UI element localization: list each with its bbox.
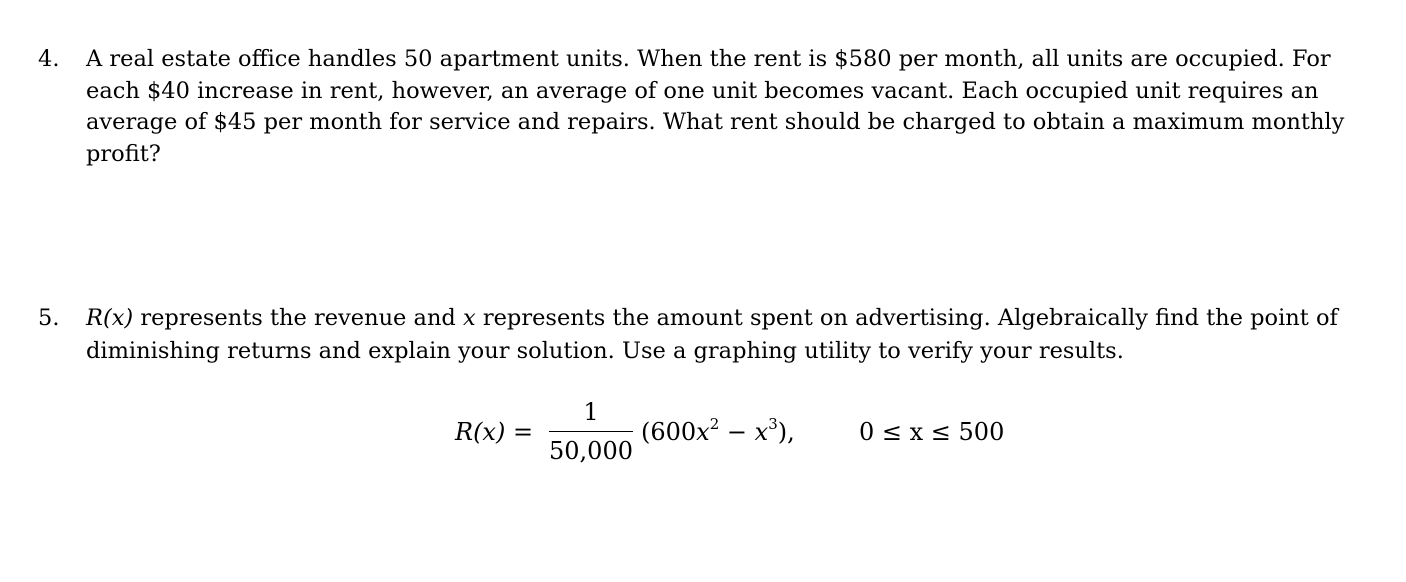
fraction-bar [549,431,633,432]
problem-number: 5. [38,305,60,331]
problem-4 [38,44,1378,170]
formula-exponent: 2 [709,415,720,433]
formula-rhs [641,415,795,446]
formula-domain: 0 ≤ x ≤ 500 [859,418,1005,446]
problem-number: 4. [38,46,60,72]
revenue-function-label: R(x) [86,305,134,331]
problem-text: A real estate office handles 50 apartment units. When the rent is $580 per month, all units are occupied. For each $40 increase in rent, however, an average of one unit becomes vacant. Each occupied unit requires an average of $45 per month for service and repairs. What rent should be charged to obtain a maximum monthly profit? [86,46,1345,167]
formula-variable: x [754,418,769,446]
fraction-numerator: 1 [583,398,599,426]
problem-text-part: represents the revenue and [133,305,463,331]
formula-fraction [549,397,633,466]
formula-term: ), [777,418,795,446]
formula-term: (600 [641,418,697,446]
problem-text [86,302,1378,368]
problem-5 [38,302,1378,368]
formula-exponent: 3 [768,415,778,433]
formula-lhs: R(x) = [455,418,534,446]
fraction-denominator: 50,000 [549,437,633,465]
variable-x: x [463,305,476,331]
formula-variable: x [696,418,710,446]
formula-operator: − [719,418,755,446]
problem-text-part: represents the amount spent on advertising. Algebraically find the point of diminishing returns and explain your solution. Use a graphing utility to verify your results. [86,305,1338,364]
